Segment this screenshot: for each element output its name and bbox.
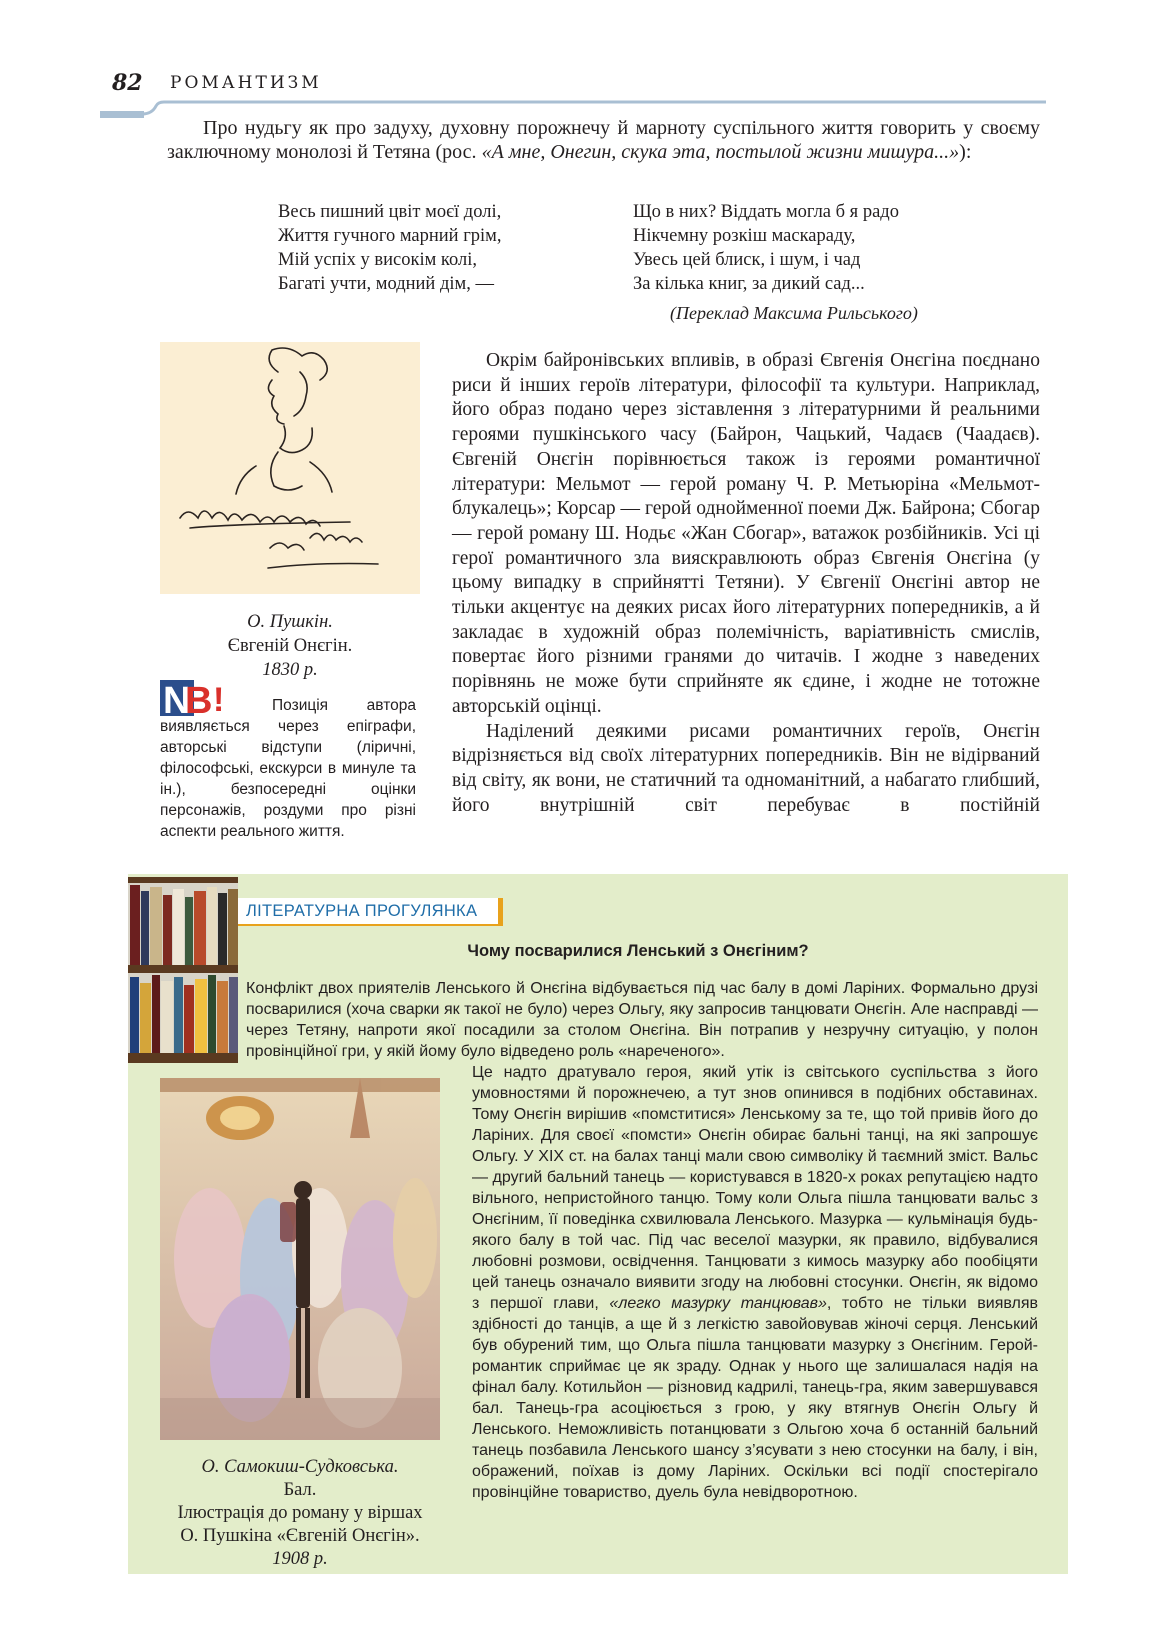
main-text — [452, 349, 1040, 818]
walk-quote: «легко мазурку танцював» — [609, 1295, 827, 1312]
intro-paragraph: Про нудьгу як про задуху, духовну порожнечу й марноту суспільного життя говорить у своєму заключному монолозі й Тетяна (рос. «А мне, Онегин, скука эта, постылой жизни мишура...»): — [167, 117, 1040, 163]
literary-walk-intro: Конфлікт двох приятелів Ленського й Онєгіна відбувається під час балу в домі Ларіних. Формально друзі посварилися (хоча сварки як такої не було) через Ольгу, яку запросив танцювати Онєгін. Але насправді — через Тетяну, напроти якої посадили за столом Онєгіна. Він потрапив у незручну ситуацію, у полон провінційної гри, у якій йому було відведено роль «нареченого». — [246, 980, 1038, 1060]
translation-credit: (Переклад Максима Рильського) — [670, 303, 918, 323]
poem-line: Що в них? Віддать могла б я радо — [633, 202, 899, 222]
ball-caption-year: 1908 р. — [272, 1549, 328, 1569]
ball-caption-title: Бал. — [283, 1480, 317, 1500]
poem-stanza-left — [278, 200, 502, 296]
sketch-caption-title: Євгеній Онєгін. — [227, 636, 353, 656]
literary-walk-body: Це надто дратувало героя, який утік із світського суспільства з його умовностями й порожнечею, а тут знов опинився в подібних обставинах. Тому Онєгін вирішив «помститися» Ленському за те, що той привів його до Ларіних. Для своєї «помсти» Онєгін обирає бальні танці, на які запрошує Ольгу. У XIX ст. на балах танці мали свою символіку й таємний зміст. Вальс — другий бальний танець — користувався в 1820-х роках репутацією надто вільного, непристойного танцю. Тому коли Ольга пішла танцювати вальс з Онєгіним, її поведінка схвилювала Ленського. Мазурка — кульмінація будь-якого балу в той час. Під час веселої мазурки, як правило, відбувалися любовні розмови, освідчення. Танцювати з кимось мазурку або пообіцяти цей танець означало виявити згоду на любовні стосунки. Онєгін, як відомо з першої глави, «легко мазурку танцював», тобто не тільки виявляв здібності до танців, а ще й з легкістю завойовував жіночі серця. Ленський був обурений тим, що Ольга пішла танцювати мазурку з Онєгіним. Герой-романтик сприймає це як зраду. Однак у нього ще залишалася надія на фінал балу. Котильйон — різновид кадрилі, танець-гра, яким завершувався бал. Танець-гра асоціюється з грою, у яку втягнув Онєгін Ольгу й Ленського. Неможливість потанцювати з Ольгою хоча б останній бальний танець позбавила Ленського шансу з’ясувати з нею стосунки на балу, і він, ображений, поїхав із дому Ларіних. Оскільки всі події спостерігало провінційне товариство, дуель була невідворотною. — [472, 1064, 1038, 1501]
ball-caption-author: О. Самокиш-Судковська. — [201, 1457, 399, 1477]
pushkin-sketch-image — [160, 342, 420, 594]
poem-stanza-right — [633, 200, 899, 296]
nb-note: Позиція автора виявляється через епіграфи, авторські відступи (ліричні, філософські, екскурси в минуле та ін.), безпосередні оцінки персонажів, роздуми про різні аспекти реального життя. — [160, 697, 416, 840]
ball-painting-caption — [160, 1456, 440, 1571]
intro-quote: «А мне, Онегин, скука эта, постылой жизни мишура...» — [481, 141, 960, 163]
body-paragraph: Окрім байронівських впливів, в образі Євгенія Онєгіна поєднано риси й інших героїв літератури, філософії та культури. Наприклад, його образ подано через зіставлення з літературними й реальними героями пушкінського часу (Байрон, Чацький, Чадаєв (Чаадаєв). Євгеній Онєгін порівнюється також із героями романтичної літератури: Мельмот — герой роману Ч. Р. Метьюріна «Мельмот-блукалець»; Корсар — герой однойменної поеми Дж. Байрона; Сбогар — герой роману Ш. Нодьє «Жан Сбогар», ватажок розбійників. Усі ці герої романтичного зла вияскравлюють образ Євгенія Онєгіна (у цьому випадку в сприйнятті Тетяни). У Євгенії Онєгіні автор не тільки акцентує на деяких рисах його літературних попередників, а й закладає в художній образ полемічність, варіативність смислів, повертає його різними гранями до читачів. І жодне з наведених порівнянь не може бути сприйняте як єдине, і жодне не тотожне авторській оцінці. — [452, 350, 1040, 717]
section-title: РОМАНТИЗМ — [170, 73, 322, 93]
poem-line: Багаті учти, модний дім, — — [278, 274, 494, 294]
ball-caption-line: Ілюстрація до роману у віршах — [177, 1503, 423, 1523]
sketch-caption-year: 1830 р. — [262, 660, 318, 680]
body-paragraph: Наділений деякими рисами романтичних героїв, Онєгін відрізняється від своїх літературних попередників. Він не відірваний від світу, як вони, не статичний та одноманітний, а набагато глибший, його внутрішній світ перебуває в постійній — [452, 720, 1040, 816]
literary-walk-title: Чому посварилися Ленський з Онєгіним? — [467, 942, 809, 960]
svg-text:!: ! — [213, 681, 225, 718]
poem-line: Життя гучного марний грім, — [278, 226, 502, 246]
poem-line: Увесь цей блиск, і шум, і чад — [633, 250, 861, 270]
svg-text:B: B — [185, 680, 213, 718]
poem-line: Нікчемну розкіш маскараду, — [633, 226, 856, 246]
ball-caption-line: О. Пушкіна «Євгеній Онєгін». — [180, 1526, 420, 1546]
poem-line: За кілька книг, за дикий сад... — [633, 274, 865, 294]
poem-line: Весь пишний цвіт моєї долі, — [278, 202, 502, 222]
poem-line: Мій успіх у високім колі, — [278, 250, 477, 270]
ball-painting-image — [160, 1078, 440, 1440]
page-number: 82 — [112, 70, 143, 96]
sketch-caption-author: О. Пушкін. — [247, 612, 333, 632]
svg-text:N: N — [163, 680, 188, 718]
literary-walk-tag: ЛІТЕРАТУРНА ПРОГУЛЯНКА — [238, 898, 503, 926]
bookshelf-image — [128, 877, 238, 1063]
sketch-caption — [160, 610, 420, 682]
